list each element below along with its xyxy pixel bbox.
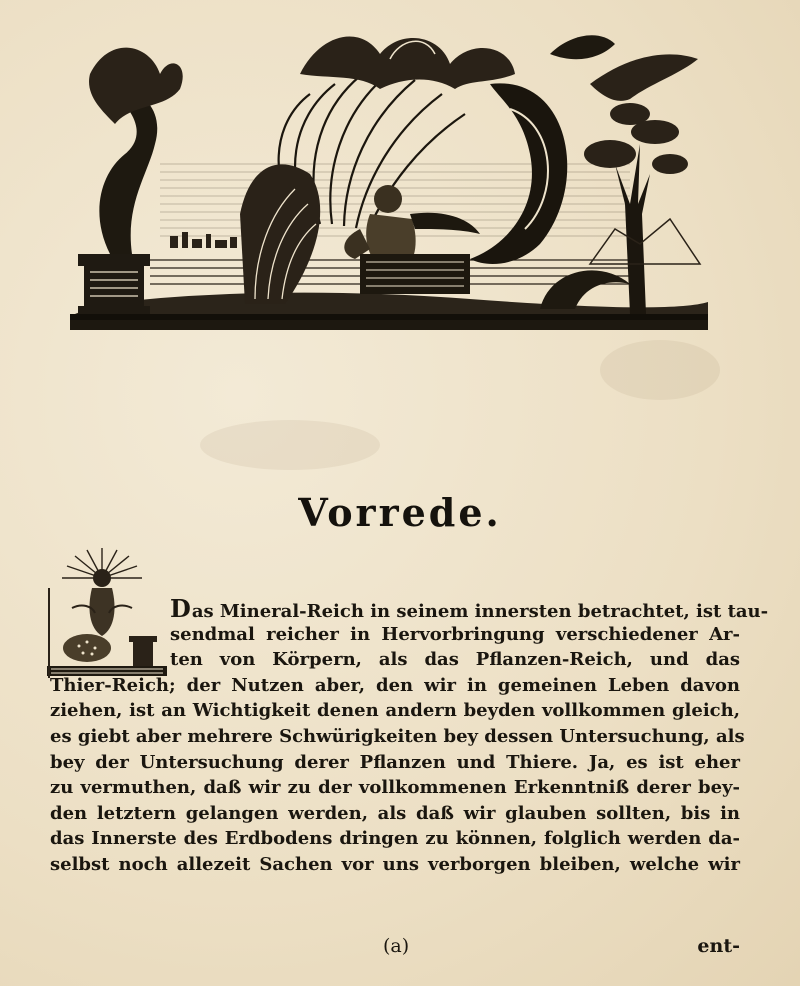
body-text bbox=[50, 594, 769, 878]
text-line: den letztern gelangen werden, als daß wir glauben sollten, bis in bbox=[50, 802, 740, 824]
text-line: Thier-Reich; der Nutzen aber, den wir in gemeinen Leben davon bbox=[50, 674, 740, 696]
drop-cap: D bbox=[170, 594, 191, 623]
paper-stain bbox=[600, 340, 720, 400]
text-line: bey der Untersuchung derer Pflanzen und Thiere. Ja, es ist eher bbox=[50, 751, 740, 773]
rococo-shell-vignette-with-putto-icon bbox=[70, 14, 708, 330]
text-line: ten von Körpern, als das Pflanzen-Reich, und das bbox=[170, 649, 740, 671]
page-title: Vorrede. bbox=[298, 490, 502, 535]
catchword: ent- bbox=[697, 935, 740, 957]
text-line: sendmal reicher in Hervorbringung verschiedener Ar- bbox=[170, 623, 740, 645]
text-line: das Innerste des Erdbodens dringen zu können, folglich werden da- bbox=[50, 828, 740, 850]
page-footer bbox=[0, 935, 800, 965]
text-line: selbst noch allezeit Sachen vor uns verborgen bleiben, welche wir bbox=[50, 853, 740, 875]
text-line: ziehen, ist an Wichtigkeit denen andern beyden vollkommen gleich, bbox=[50, 700, 740, 722]
text-line: Das Mineral-Reich in seinem innersten betrachtet, ist tau- bbox=[170, 594, 769, 623]
text-line: es giebt aber mehrere Schwürigkeiten bey dessen Untersuchung, als bbox=[50, 725, 745, 747]
header-vignette bbox=[70, 14, 708, 330]
paper-stain bbox=[200, 420, 380, 470]
text-line: zu vermuthen, daß wir zu der vollkommenen Erkenntniß derer bey- bbox=[50, 777, 740, 799]
signature-mark: (a) bbox=[383, 935, 410, 957]
